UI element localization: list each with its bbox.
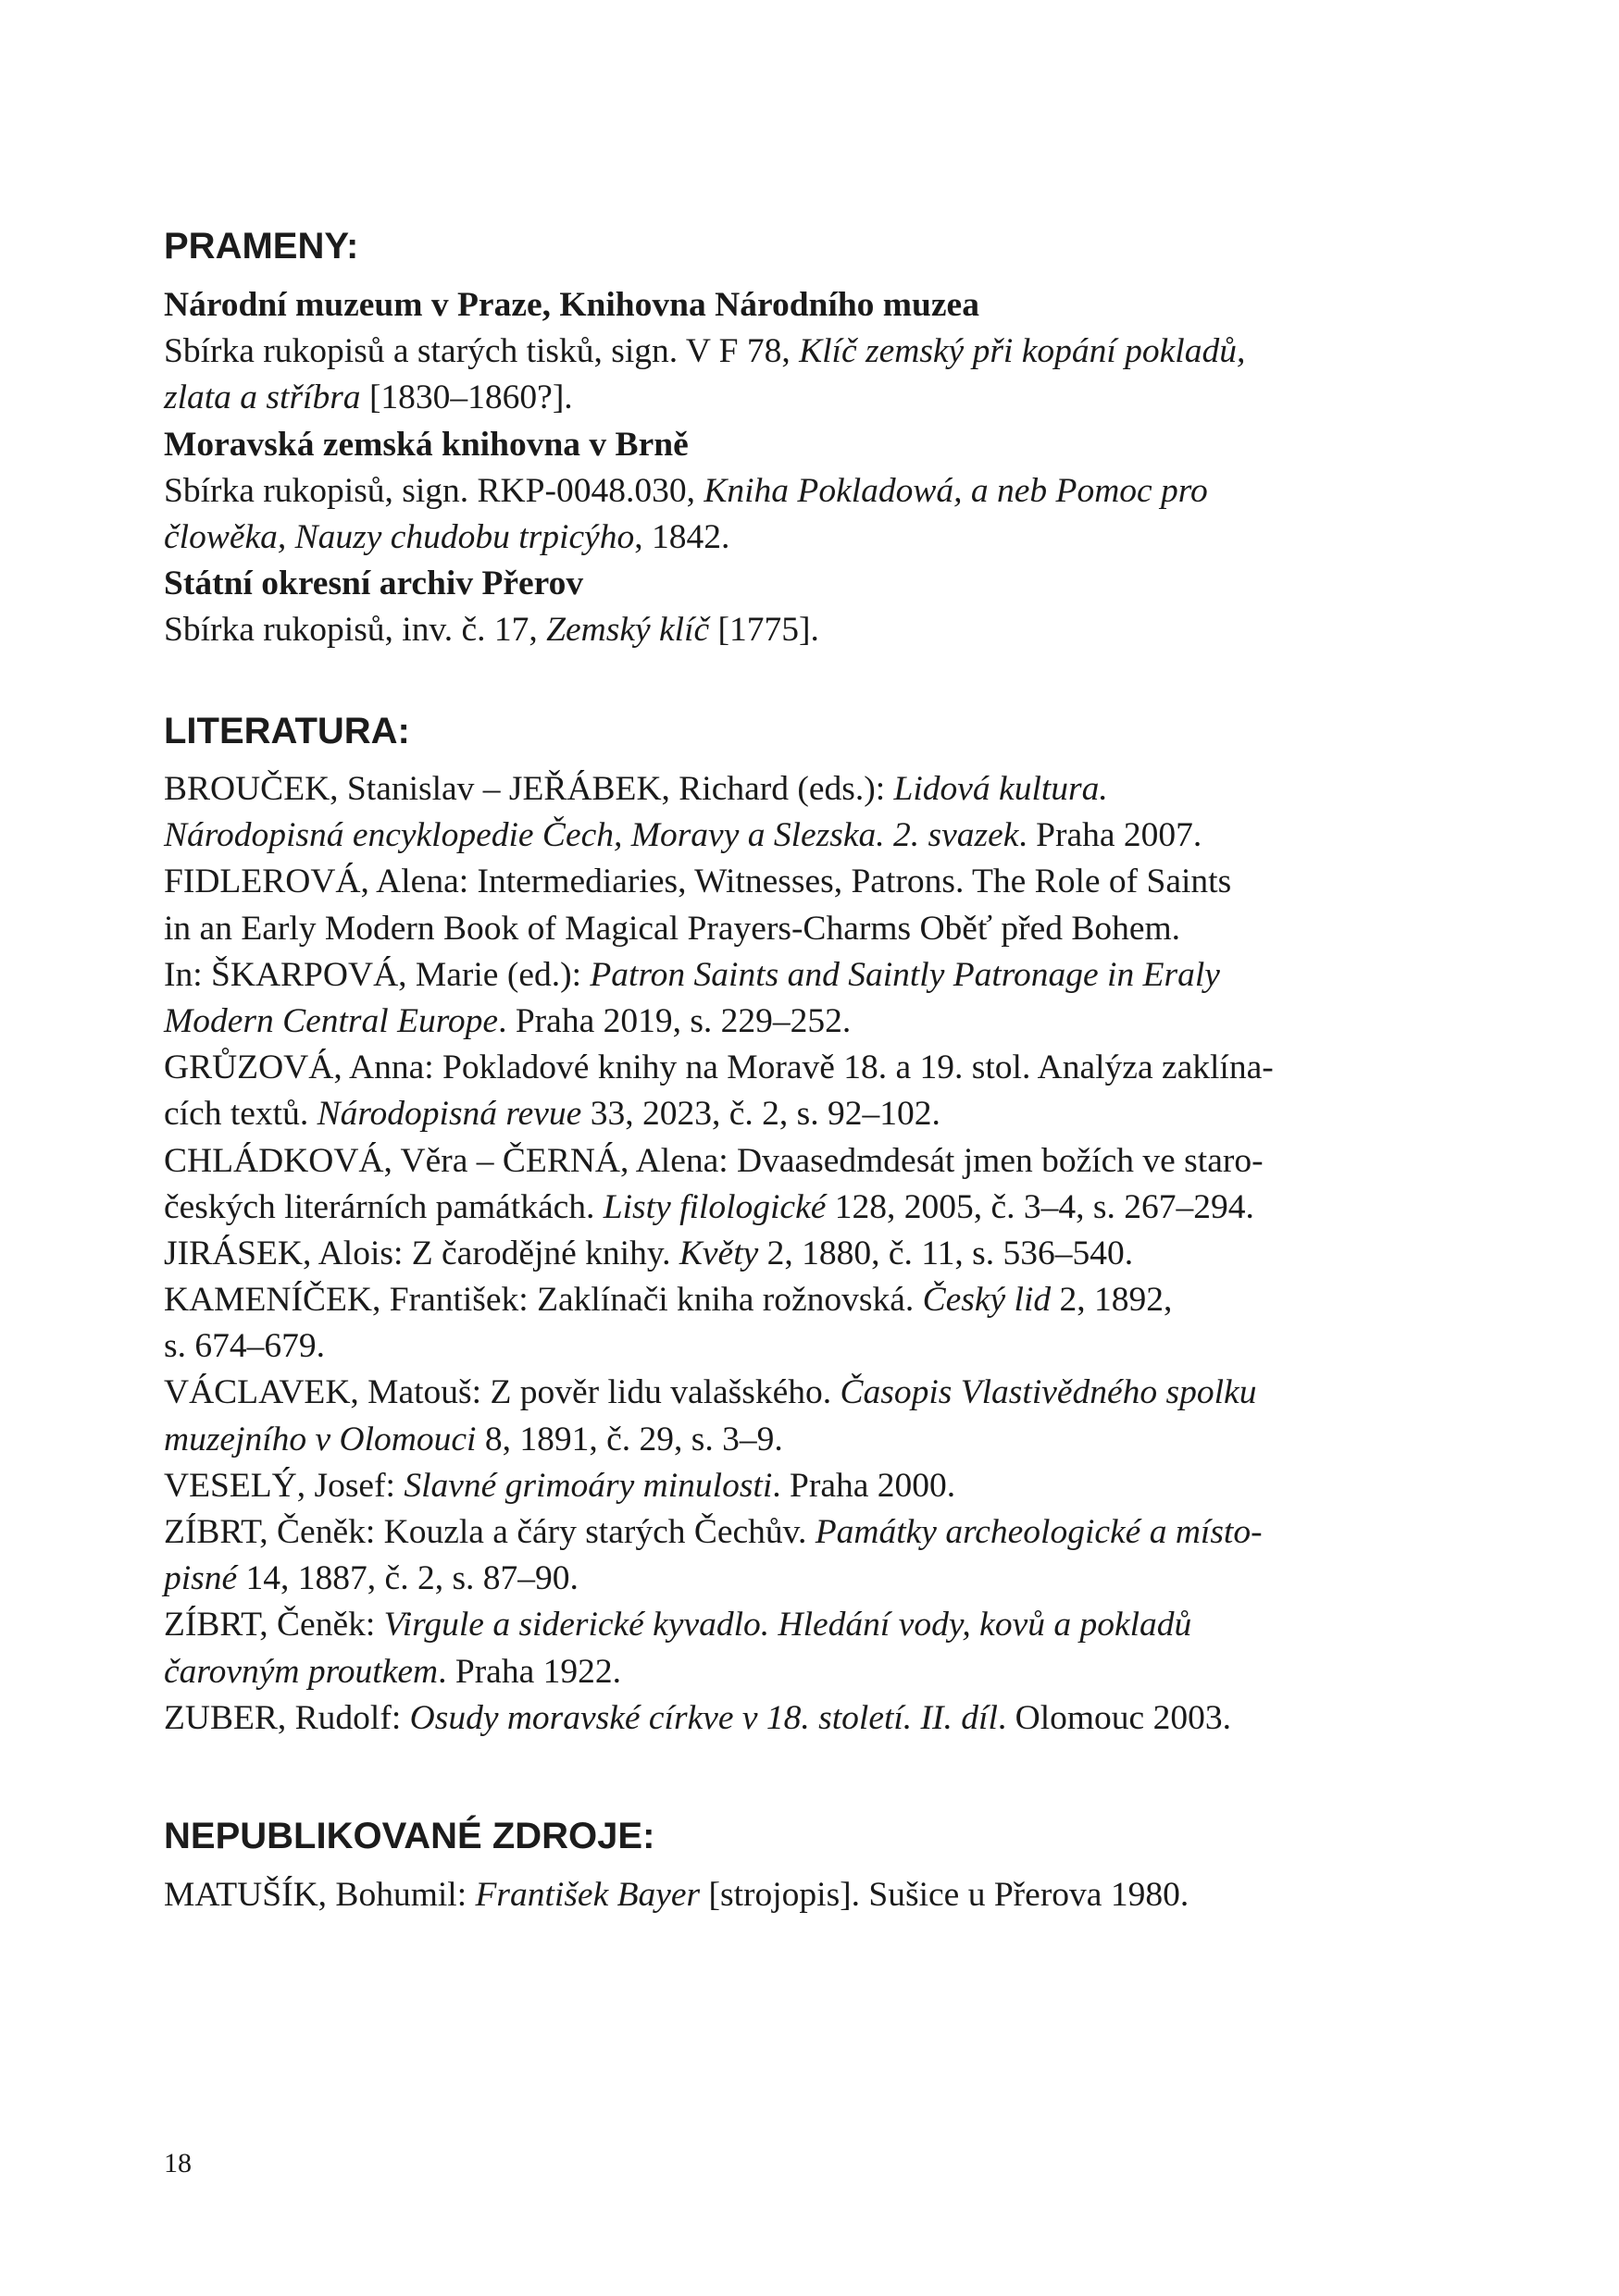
title-italic: Klíč zemský při kopání pokladů, bbox=[799, 332, 1246, 371]
text-line bbox=[164, 1185, 1404, 1231]
text-line bbox=[164, 1045, 1404, 1091]
text-line bbox=[164, 561, 1404, 607]
text-segment: s. 674–679. bbox=[164, 1327, 325, 1366]
text-line bbox=[164, 1231, 1404, 1277]
text-segment: BROUČEK, Stanislav – JEŘÁBEK, Richard (eds.): bbox=[164, 770, 894, 808]
section-body-literatura bbox=[164, 766, 1404, 1742]
title-italic: Lidová kultura. bbox=[893, 770, 1108, 808]
text-segment: KAMENÍČEK, František: Zaklínači kniha rožnovská. bbox=[164, 1281, 923, 1320]
text-line bbox=[164, 813, 1404, 859]
title-italic: Památky archeologické a místo- bbox=[815, 1513, 1263, 1551]
text-line bbox=[164, 1509, 1404, 1556]
text-line bbox=[164, 859, 1404, 905]
section-heading-prameny: PRAMENY: bbox=[164, 226, 359, 267]
text-segment: [1775]. bbox=[709, 611, 819, 650]
title-italic: Zemský klíč bbox=[546, 611, 710, 650]
text-line bbox=[164, 607, 1404, 653]
text-line bbox=[164, 1556, 1404, 1602]
text-line bbox=[164, 329, 1404, 375]
title-italic: Patron Saints and Saintly Patronage in Eraly bbox=[590, 955, 1220, 994]
text-line bbox=[164, 999, 1404, 1045]
text-segment: [1830–1860?]. bbox=[360, 379, 573, 417]
title-italic: Český lid bbox=[922, 1281, 1052, 1320]
text-line bbox=[164, 1370, 1404, 1416]
text-segment: MATUŠÍK, Bohumil: bbox=[164, 1876, 476, 1914]
title-italic: muzejního v Olomouci bbox=[164, 1420, 477, 1458]
text-segment: 8, 1891, č. 29, s. 3–9. bbox=[476, 1420, 783, 1458]
title-italic: zlata a stříbra bbox=[164, 379, 361, 417]
text-line bbox=[164, 422, 1404, 468]
text-segment: , 1842. bbox=[634, 517, 730, 556]
title-italic: pisné bbox=[164, 1559, 238, 1598]
title-italic: Časopis Vlastivědného spolku bbox=[840, 1373, 1257, 1412]
text-segment: CHLÁDKOVÁ, Věra – ČERNÁ, Alena: Dvaasedmdesát jmen božích ve staro- bbox=[164, 1141, 1264, 1180]
text-line bbox=[164, 1417, 1404, 1463]
title-italic: Kniha Pokladowá, a neb Pomoc pro bbox=[704, 471, 1208, 510]
title-italic: člowěka, Nauzy chudobu trpicýho bbox=[164, 517, 635, 556]
text-line bbox=[164, 1695, 1404, 1742]
text-line bbox=[164, 1872, 1404, 1918]
text-line bbox=[164, 1649, 1404, 1695]
text-line bbox=[164, 1602, 1404, 1648]
archive-name: Moravská zemská knihovna v Brně bbox=[164, 425, 689, 464]
text-segment: ZÍBRT, Čeněk: Kouzla a čáry starých Čechův. bbox=[164, 1513, 816, 1551]
text-line bbox=[164, 1138, 1404, 1185]
text-segment: . Praha 1922. bbox=[438, 1652, 621, 1691]
section-heading-literatura: LITERATURA: bbox=[164, 711, 410, 751]
title-italic: Slavné grimoáry minulosti bbox=[404, 1466, 773, 1505]
text-segment: 14, 1887, č. 2, s. 87–90. bbox=[237, 1559, 579, 1598]
archive-name: Státní okresní archiv Přerov bbox=[164, 565, 584, 603]
text-segment: Sbírka rukopisů a starých tisků, sign. V F 78, bbox=[164, 332, 800, 371]
text-segment: . Praha 2019, s. 229–252. bbox=[498, 1001, 852, 1040]
title-italic: Osudy moravské církve v 18. století. II. díl bbox=[409, 1698, 998, 1737]
text-segment: . Praha 2007. bbox=[1018, 816, 1202, 855]
text-segment: in an Early Modern Book of Magical Prayers-Charms Oběť před Bohem. bbox=[164, 909, 1181, 948]
text-segment: . Praha 2000. bbox=[772, 1466, 956, 1505]
text-line bbox=[164, 1463, 1404, 1509]
text-segment: 33, 2023, č. 2, s. 92–102. bbox=[581, 1095, 940, 1134]
text-segment: VÁCLAVEK, Matouš: Z pověr lidu valašského. bbox=[164, 1373, 841, 1412]
title-italic: Virgule a siderické kyvadlo. Hledání vody, kovů a pokladů bbox=[383, 1606, 1192, 1644]
text-segment: . Olomouc 2003. bbox=[997, 1698, 1231, 1737]
title-italic: Národopisná encyklopedie Čech, Moravy a Slezska. 2. svazek bbox=[164, 816, 1019, 855]
text-line bbox=[164, 375, 1404, 421]
text-segment: Sbírka rukopisů, sign. RKP-0048.030, bbox=[164, 471, 704, 510]
text-segment: ZÍBRT, Čeněk: bbox=[164, 1606, 384, 1644]
title-italic: Modern Central Europe bbox=[164, 1001, 499, 1040]
text-segment: FIDLEROVÁ, Alena: Intermediaries, Witnesses, Patrons. The Role of Saints bbox=[164, 863, 1232, 901]
text-line bbox=[164, 952, 1404, 999]
title-italic: František Bayer bbox=[475, 1876, 701, 1914]
text-line bbox=[164, 282, 1404, 329]
text-segment: [strojopis]. Sušice u Přerova 1980. bbox=[700, 1876, 1189, 1914]
text-segment: GRŮZOVÁ, Anna: Pokladové knihy na Moravě 18. a 19. stol. Analýza zaklína- bbox=[164, 1049, 1274, 1087]
text-line bbox=[164, 515, 1404, 561]
section-body-prameny bbox=[164, 282, 1404, 654]
text-segment: VESELÝ, Josef: bbox=[164, 1466, 405, 1505]
archive-name: Národní muzeum v Praze, Knihovna Národního muzea bbox=[164, 286, 979, 324]
page-number: 18 bbox=[164, 2148, 192, 2178]
text-line bbox=[164, 1091, 1404, 1137]
title-italic: Národopisná revue bbox=[317, 1095, 582, 1134]
text-segment: ZUBER, Rudolf: bbox=[164, 1698, 410, 1737]
section-body-nepublikovane bbox=[164, 1872, 1404, 1918]
section-heading-nepublikovane: NEPUBLIKOVANÉ ZDROJE: bbox=[164, 1816, 655, 1856]
text-segment: českých literárních památkách. bbox=[164, 1187, 604, 1226]
text-segment: Sbírka rukopisů, inv. č. 17, bbox=[164, 611, 547, 650]
text-segment: 2, 1880, č. 11, s. 536–540. bbox=[758, 1234, 1134, 1272]
text-segment: In: ŠKARPOVÁ, Marie (ed.): bbox=[164, 955, 591, 994]
title-italic: Květy bbox=[679, 1234, 759, 1272]
text-line bbox=[164, 1277, 1404, 1323]
text-segment: 2, 1892, bbox=[1051, 1281, 1173, 1320]
text-segment: JIRÁSEK, Alois: Z čarodějné knihy. bbox=[164, 1234, 679, 1272]
title-italic: čarovným proutkem bbox=[164, 1652, 439, 1691]
title-italic: Listy filologické bbox=[603, 1187, 827, 1226]
text-line bbox=[164, 906, 1404, 952]
text-line bbox=[164, 766, 1404, 813]
text-segment: 128, 2005, č. 3–4, s. 267–294. bbox=[826, 1187, 1254, 1226]
text-line bbox=[164, 1323, 1404, 1370]
text-line bbox=[164, 468, 1404, 515]
text-segment: cích textů. bbox=[164, 1095, 318, 1134]
